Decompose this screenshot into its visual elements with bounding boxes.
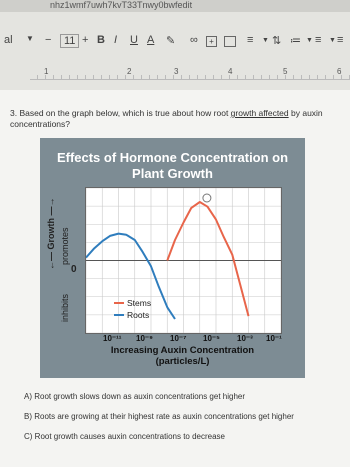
y-zero-label: 0 xyxy=(71,264,77,275)
legend-label: Roots xyxy=(127,310,150,320)
move-handle-icon[interactable] xyxy=(203,194,211,202)
ruler-mark: 3 xyxy=(174,67,179,76)
insert-image-icon[interactable] xyxy=(224,36,236,47)
ruler-mark: 2 xyxy=(127,67,132,76)
numbered-list-icon[interactable]: ≡ xyxy=(337,34,344,46)
question-prefix: 3. Based on the graph below, which is true about how root xyxy=(10,108,231,118)
horizontal-ruler[interactable] xyxy=(30,67,350,80)
x-tick-label: 10⁻³ xyxy=(237,334,253,343)
ruler-mark: 1 xyxy=(44,67,49,76)
chevron-down-icon[interactable]: ▼ xyxy=(306,37,313,44)
y-region-inhibits: inhibits xyxy=(60,293,70,322)
legend-item-stems xyxy=(114,297,151,309)
question-underlined: growth affected xyxy=(230,108,289,118)
chart-legend xyxy=(114,297,151,321)
chart-title: Effects of Hormone Concentration on Plant Growth xyxy=(56,150,289,181)
chevron-down-icon[interactable]: ▼ xyxy=(262,37,269,44)
bulleted-list-icon[interactable]: ≡ xyxy=(315,34,322,46)
answer-option-c[interactable]: C) Root growth causes auxin concentrations to decrease xyxy=(24,432,225,441)
ruler-mark: 6 xyxy=(337,67,342,76)
link-icon[interactable]: ∞ xyxy=(190,34,198,46)
x-axis-label: Increasing Auxin Concentration (particles/L) xyxy=(110,345,255,367)
highlight-pen-icon[interactable]: ✎ xyxy=(166,35,176,47)
ruler-mark: 4 xyxy=(228,67,233,76)
y-axis-label: ←— Growth —→ xyxy=(46,197,56,270)
series-line-stems xyxy=(167,202,248,316)
answer-option-b[interactable]: B) Roots are growing at their highest rate as auxin concentrations get higher xyxy=(24,412,294,421)
underline-button[interactable]: U xyxy=(130,34,138,46)
bold-button[interactable]: B xyxy=(97,34,105,46)
ruler-mark: 5 xyxy=(283,67,288,76)
chevron-down-icon[interactable]: ▼ xyxy=(26,34,34,43)
align-icon[interactable]: ≡ xyxy=(247,34,254,46)
x-tick-label: 10⁻¹ xyxy=(266,334,282,343)
insert-comment-icon[interactable]: + xyxy=(206,36,217,47)
increase-font-button[interactable]: + xyxy=(82,34,89,46)
x-tick-label: 10⁻⁷ xyxy=(170,334,187,343)
question-suffix: by auxin concentrations? xyxy=(10,108,323,129)
legend-item-roots xyxy=(114,309,151,321)
chevron-down-icon[interactable]: ▼ xyxy=(329,37,336,44)
url-bar[interactable] xyxy=(0,0,350,12)
font-name-dropdown[interactable]: al xyxy=(4,34,13,46)
legend-label: Stems xyxy=(127,298,152,308)
answer-options xyxy=(24,387,294,447)
answer-option-a[interactable]: A) Root growth slows down as auxin concentrations get higher xyxy=(24,392,246,401)
text-color-button[interactable]: A xyxy=(147,34,155,46)
formatting-toolbar xyxy=(0,30,350,52)
url-text: nhz1wmf7uwh7kvT33Tnwy0bwfedit xyxy=(50,0,193,10)
italic-button[interactable]: I xyxy=(114,34,118,46)
decrease-font-button[interactable]: − xyxy=(45,34,52,46)
legend-swatch xyxy=(114,302,124,304)
y-region-promotes: promotes xyxy=(60,227,70,265)
x-tick-label: 10⁻¹¹ xyxy=(103,334,122,343)
legend-swatch xyxy=(114,314,124,316)
font-size-input[interactable]: 11 xyxy=(60,34,79,48)
x-tick-label: 10⁻⁹ xyxy=(136,334,153,343)
x-tick-label: 10⁻⁵ xyxy=(203,334,220,343)
checklist-icon[interactable]: ≔ xyxy=(290,35,301,47)
question-text xyxy=(10,108,340,130)
line-spacing-icon[interactable]: ⇅ xyxy=(272,35,282,47)
